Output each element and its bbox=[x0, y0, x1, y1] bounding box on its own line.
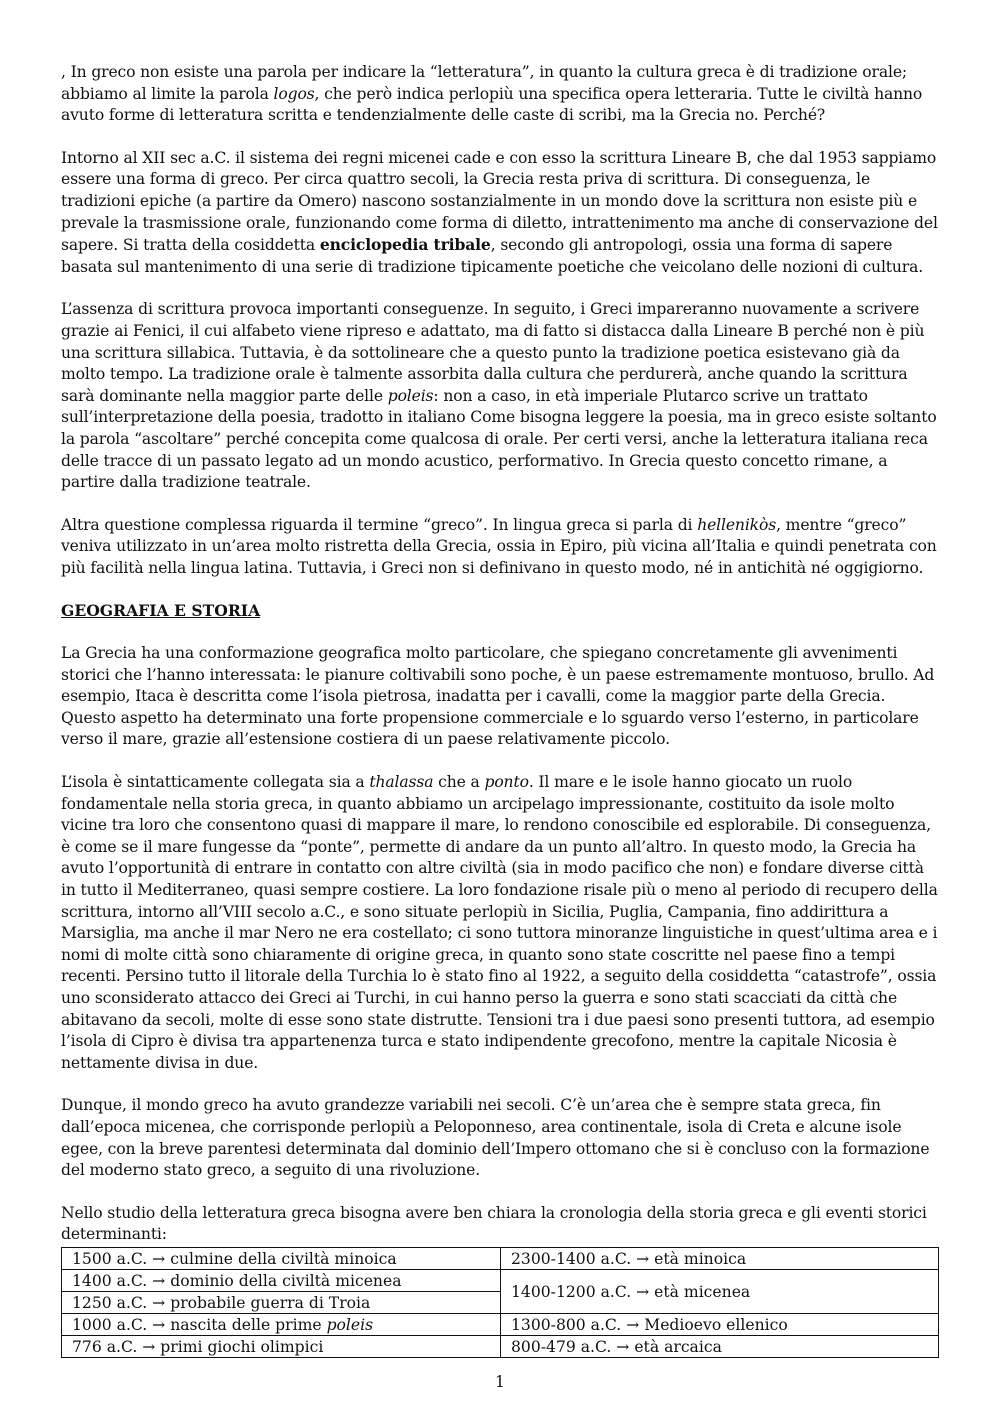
table-cell: 1500 a.C. → culmine della civiltà minoica bbox=[62, 1247, 501, 1269]
table-cell: 800-479 a.C. → età arcaica bbox=[501, 1335, 939, 1357]
table-cell: 2300-1400 a.C. → età minoica bbox=[501, 1247, 939, 1269]
table-row bbox=[62, 1247, 939, 1269]
paragraph: L’isola è sintatticamente collegata sia a thalassa che a ponto. Il mare e le isole hanno giocato un ruolo fondamentale nella storia greca, in quanto abbiamo un arcipelago impressionante, costituito da isole molto vicine tra loro che consentono quasi di mappare il mare, lo rendono conoscibile ed esplorabile. Di conseguenza, è come se il mare fungesse da “ponte”, permette di andare da un punto all’altro. In questo modo, la Grecia ha avuto l’opportunità di entrare in contatto con altre civiltà (sia in modo pacifico che non) e fondare diverse città in tutto il Mediterraneo, quasi sempre costiere. La loro fondazione risale più o meno al periodo di recupero della scrittura, intorno all’VIII secolo a.C., e sono situate perlopiù in Sicilia, Puglia, Campania, fino addirittura a Marsiglia, ma anche il mar Nero ne era costellato; ci sono tuttora minoranze linguistiche in quest’ultima area e i nomi di molte città sono chiaramente di origine greca, in quanto sono state coscritte nel paese fino a tempi recenti. Persino tutto il litorale della Turchia lo è stato fino al 1922, a seguito della cosiddetta “catastrofe”, ossia uno sconsiderato attacco dei Greci ai Turchi, in cui hanno perso la guerra e sono stati scacciati da città che abitavano da secoli, molte di esse sono state distrutte. Tensioni tra i due paesi sono presenti tuttora, ad esempio l’isola di Cipro è divisa tra appartenenza turca e stato indipendente grecofono, mentre la capitale Nicosia è nettamente divisa in due. bbox=[61, 773, 938, 1072]
table-cell: 1250 a.C. → probabile guerra di Troia bbox=[62, 1291, 501, 1313]
section-heading: GEOGRAFIA E STORIA bbox=[61, 601, 261, 621]
table-cell: 1400-1200 a.C. → età micenea bbox=[501, 1269, 939, 1313]
paragraph: La Grecia ha una conformazione geografica molto particolare, che spiegano concretamente gli avvenimenti storici che l’hanno interessata: le pianure coltivabili sono poche, è un paese estremamente montuoso, brullo. Ad esempio, Itaca è descritta come l’isola pietrosa, inadatta per i cavalli, come la maggior parte della Grecia. Questo aspetto ha determinato una forte propensione commerciale e lo sguardo verso l’esterno, in particolare verso il mare, grazie all’estensione costiera di un paese relativamente piccolo. bbox=[61, 644, 935, 749]
italic-term: logos bbox=[273, 84, 315, 103]
bold-term: enciclopedia tribale bbox=[319, 235, 491, 255]
table-row bbox=[62, 1313, 939, 1335]
paragraph: Nello studio della letteratura greca bisogna avere ben chiara la cronologia della storia greca e gli eventi storici determinanti: bbox=[61, 1203, 927, 1244]
paragraph: Dunque, il mondo greco ha avuto grandezze variabili nei secoli. C’è un’area che è sempre stata greca, fin dall’epoca micenea, che corrisponde perlopiù a Peloponneso, area continentale, isola di Creta e alcune isole egee, con la breve parentesi determinata dal dominio dell’Impero ottomano che si è concluso con la formazione del moderno stato greco, a seguito di una rivoluzione. bbox=[61, 1096, 930, 1180]
table-cell: 1400 a.C. → dominio della civiltà micenea bbox=[62, 1269, 501, 1291]
chronology-table bbox=[61, 1247, 939, 1358]
table-cell: 1000 a.C. → nascita delle prime poleis bbox=[62, 1313, 501, 1335]
paragraph: , In greco non esiste una parola per indicare la “letteratura”, in quanto la cultura greca è di tradizione orale; abbiamo al limite la parola logos, che però indica perlopiù una specifica opera letteraria. Tutte le civiltà hanno avuto forme di letteratura scritta e tendenzialmente delle caste di scribi, ma la Grecia no. Perché? bbox=[61, 63, 923, 125]
table-row bbox=[62, 1335, 939, 1357]
table-row bbox=[62, 1269, 939, 1291]
table-cell: 776 a.C. → primi giochi olimpici bbox=[62, 1335, 501, 1357]
italic-term: ponto bbox=[484, 773, 529, 792]
page-number: 1 bbox=[495, 1373, 505, 1391]
paragraph: L’assenza di scrittura provoca importanti conseguenze. In seguito, i Greci impareranno nuovamente a scrivere grazie ai Fenici, il cui alfabeto viene ripreso e adattato, ma di fatto si distacca dalla Lineare B perché non è più una scrittura sillabica. Tuttavia, è da sottolineare che a questo punto la tradizione poetica esistevano già da molto tempo. La tradizione orale è talmente assorbita dalla cultura che perdurerà, anche quando la scrittura sarà dominante nella maggior parte delle poleis: non a caso, in età imperiale Plutarco scrive un trattato sull’interpretazione della poesia, tradotto in italiano Come bisogna leggere la poesia, ma in greco esiste soltanto la parola “ascoltare” perché concepita come qualcosa di orale. Per certi versi, anche la letteratura italiana reca delle tracce di un passato legato ad un mondo acustico, performativo. In Grecia questo concetto rimane, a partire dalla tradizione teatrale. bbox=[61, 300, 937, 492]
table-cell: 1300-800 a.C. → Medioevo ellenico bbox=[501, 1313, 939, 1335]
paragraph: Intorno al XII sec a.C. il sistema dei regni micenei cade e con esso la scrittura Lineare B, che dal 1953 sappiamo essere una forma di greco. Per circa quattro secoli, la Grecia resta priva di scrittura. Di conseguenza, le tradizioni epiche (a partire da Omero) nascono sostanzialmente in un mondo dove la scrittura non esiste più e prevale la trasmissione orale, funzionando come forma di diletto, intrattenimento ma anche di conservazione del sapere. Si tratta della cosiddetta enciclopedia tribale, secondo gli antropologi, ossia una forma di sapere basata sul mantenimento di una serie di tradizione tipicamente poetiche che veicolano delle nozioni di cultura. bbox=[61, 148, 938, 276]
document-page bbox=[61, 62, 939, 1358]
paragraph: Altra questione complessa riguarda il termine “greco”. In lingua greca si parla di hellenikòs, mentre “greco” veniva utilizzato in un’area molto ristretta della Grecia, ossia in Epiro, più vicina all’Italia e quindi penetrata con più facilità nella lingua latina. Tuttavia, i Greci non si definivano in questo modo, né in antichità né oggigiorno. bbox=[61, 515, 937, 577]
italic-term: hellenikòs bbox=[697, 515, 777, 534]
italic-term: poleis bbox=[387, 386, 434, 405]
italic-term: thalassa bbox=[369, 773, 434, 792]
italic-term: poleis bbox=[326, 1315, 374, 1334]
